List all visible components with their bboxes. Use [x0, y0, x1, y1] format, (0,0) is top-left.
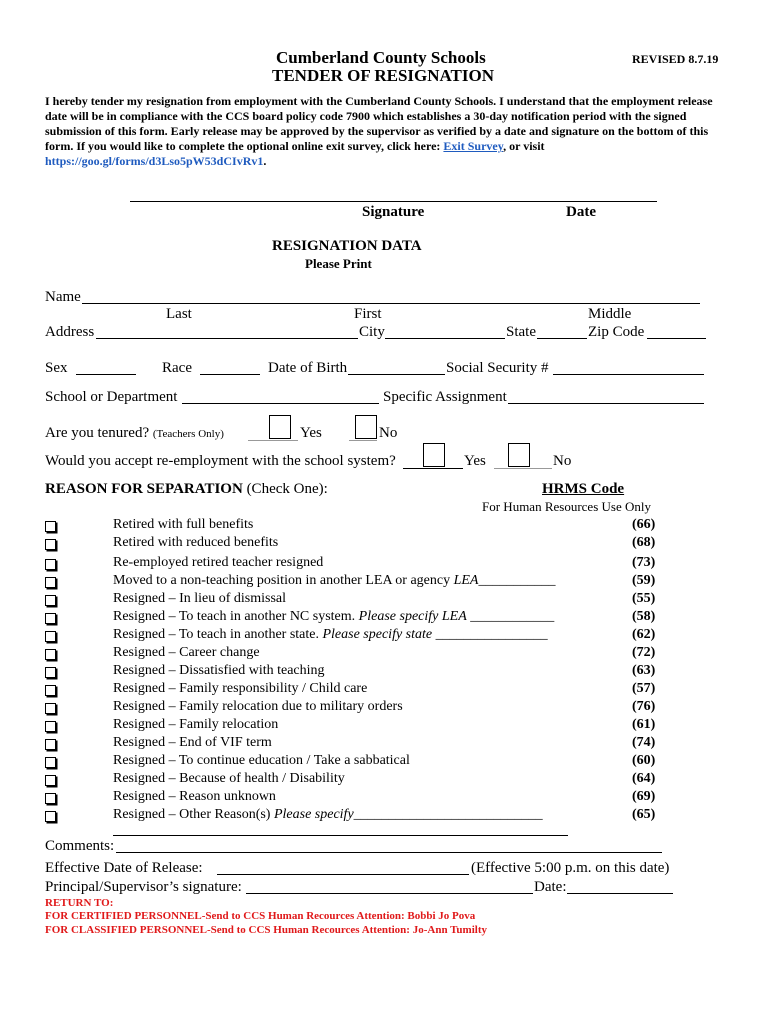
reemploy-question: Would you accept re-employment with the school system? [45, 453, 396, 469]
please-print: Please Print [305, 256, 372, 271]
reason-label: Resigned – Family relocation due to military orders [113, 699, 403, 714]
intro-paragraph: I hereby tender my resignation from employment with the Cumberland County Schools. I understand that the employment release date will be in compliance with the CCS board policy code 7900 which establishes a 30-day notification period with the signed submission of this form. Early release may be approved by the supervisor as verified by a date and signature on the bottom of this form. If you would like to complete the optional online exit survey, click here: Exit Survey, or visit https://goo.gl/forms/d3Lso5pW53dCIvRv1. [45, 94, 713, 168]
signature-date-label: Date [566, 204, 596, 220]
hrms-code: (65) [632, 807, 656, 822]
effective-date-field[interactable] [217, 874, 469, 875]
reason-checkbox[interactable] [45, 631, 56, 642]
tenured-question: Are you tenured? (Teachers Only) [45, 425, 224, 441]
reason-label: Resigned – Family responsibility / Child care [113, 681, 368, 696]
reason-label: Resigned – To teach in another state. Please specify state ________________ [113, 627, 548, 642]
exit-survey-link[interactable]: Exit Survey [443, 139, 504, 153]
city-label: City [359, 324, 385, 340]
address-field[interactable] [96, 338, 358, 339]
hrms-code: (74) [632, 735, 656, 750]
school-label: School or Department [45, 389, 178, 405]
name-label: Name [45, 289, 81, 305]
comments-label: Comments: [45, 838, 115, 854]
city-field[interactable] [385, 338, 505, 339]
reason-label: Resigned – In lieu of dismissal [113, 591, 287, 606]
hrms-code: (69) [632, 789, 656, 804]
tenured-no-line [349, 440, 377, 441]
hrms-code: (62) [632, 627, 656, 642]
reason-label: Resigned – To continue education / Take a sabbatical [113, 753, 410, 768]
return-to-label: RETURN TO: [45, 897, 114, 909]
reason-checkbox[interactable] [45, 793, 56, 804]
return-classified: FOR CLASSIFIED PERSONNEL-Send to CCS Human Recources Attention: Jo-Ann Tumilty [45, 924, 487, 936]
ssn-field[interactable] [553, 374, 704, 375]
signature-line[interactable] [130, 201, 657, 202]
hrms-code: (59) [632, 573, 656, 588]
tenured-no-checkbox[interactable] [355, 415, 377, 439]
reemploy-yes-checkbox[interactable] [423, 443, 445, 467]
reemploy-yes-label: Yes [464, 453, 486, 469]
effective-date-label: Effective Date of Release: [45, 860, 203, 876]
tenured-yes-label: Yes [300, 425, 322, 441]
reason-checkbox[interactable] [45, 649, 56, 660]
reason-checkbox[interactable] [45, 521, 56, 532]
name-field[interactable] [82, 303, 700, 304]
address-label: Address [45, 324, 95, 340]
hrms-code: (63) [632, 663, 656, 678]
reemploy-no-label: No [553, 453, 572, 469]
other-reason-line-2[interactable] [113, 835, 568, 836]
tenured-yes-checkbox[interactable] [269, 415, 291, 439]
middle-label: Middle [588, 306, 632, 322]
dob-label: Date of Birth [268, 360, 348, 376]
reason-checkbox[interactable] [45, 811, 56, 822]
tenured-yes-line [248, 440, 298, 441]
reason-label: Resigned – To teach in another NC system. Please specify LEA ____________ [113, 609, 555, 624]
hrms-code: (55) [632, 591, 656, 606]
hrms-note: For Human Resources Use Only [482, 499, 651, 514]
hrms-code: (76) [632, 699, 656, 714]
hrms-code: (60) [632, 753, 656, 768]
reason-label: Resigned – Reason unknown [113, 789, 276, 804]
signature-label: Signature [362, 204, 425, 220]
reason-checkbox[interactable] [45, 613, 56, 624]
reason-label: Moved to a non-teaching position in another LEA or agency LEA___________ [113, 573, 556, 588]
effective-date-note: (Effective 5:00 p.m. on this date) [471, 860, 670, 876]
sex-field[interactable] [76, 374, 136, 375]
reason-checkbox[interactable] [45, 667, 56, 678]
reason-checkbox[interactable] [45, 775, 56, 786]
hrms-code: (72) [632, 645, 656, 660]
reason-checkbox[interactable] [45, 559, 56, 570]
hrms-code: (73) [632, 555, 656, 570]
race-label: Race [162, 360, 192, 376]
dob-field[interactable] [348, 374, 445, 375]
state-field[interactable] [537, 338, 587, 339]
hrms-code: (64) [632, 771, 656, 786]
reason-checkbox[interactable] [45, 757, 56, 768]
reason-checkbox[interactable] [45, 577, 56, 588]
reason-checkbox[interactable] [45, 595, 56, 606]
hrms-code: (61) [632, 717, 656, 732]
reemploy-no-checkbox[interactable] [508, 443, 530, 467]
reason-checkbox[interactable] [45, 703, 56, 714]
zip-label: Zip Code [588, 324, 645, 340]
reason-label: Resigned – Other Reason(s) Please specify___________________________ [113, 807, 543, 822]
hrms-code: (66) [632, 517, 656, 532]
hrms-code: (57) [632, 681, 656, 696]
last-label: Last [166, 306, 192, 322]
assignment-field[interactable] [508, 403, 704, 404]
reason-label: Resigned – Career change [113, 645, 260, 660]
principal-date-label: Date: [534, 879, 567, 895]
hrms-code: (68) [632, 535, 656, 550]
ssn-label: Social Security # [446, 360, 549, 376]
revised-date: REVISED 8.7.19 [632, 52, 719, 66]
principal-signature-label: Principal/Supervisor’s signature: [45, 879, 242, 895]
return-certified: FOR CERTIFIED PERSONNEL-Send to CCS Human Recources Attention: Bobbi Jo Pova [45, 910, 476, 922]
org-name: Cumberland County Schools [276, 48, 486, 67]
reason-checkbox[interactable] [45, 721, 56, 732]
survey-url[interactable]: https://goo.gl/forms/d3Lso5pW53dCIvRv1 [45, 154, 264, 168]
sex-label: Sex [45, 360, 68, 376]
race-field[interactable] [200, 374, 260, 375]
principal-date-field[interactable] [567, 893, 673, 894]
first-label: First [354, 306, 382, 322]
reason-label: Resigned – End of VIF term [113, 735, 272, 750]
reason-checkbox[interactable] [45, 739, 56, 750]
tenured-no-label: No [379, 425, 398, 441]
reason-label: Resigned – Dissatisfied with teaching [113, 663, 325, 678]
resignation-data-heading: RESIGNATION DATA [272, 238, 422, 254]
reason-label: Re-employed retired teacher resigned [113, 555, 324, 570]
hrms-code-heading: HRMS Code [542, 481, 625, 497]
reemploy-yes-line [403, 468, 463, 469]
comments-field[interactable] [116, 852, 662, 853]
zip-field[interactable] [647, 338, 706, 339]
reemploy-no-line [494, 468, 552, 469]
reason-label: Retired with full benefits [113, 517, 254, 532]
reason-label: Retired with reduced benefits [113, 535, 279, 550]
reason-label: Resigned – Family relocation [113, 717, 279, 732]
hrms-code: (58) [632, 609, 656, 624]
form-title: TENDER OF RESIGNATION [272, 66, 494, 85]
separation-heading: REASON FOR SEPARATION (Check One): [45, 481, 328, 497]
reason-label: Resigned – Because of health / Disability [113, 771, 345, 786]
state-label: State [506, 324, 536, 340]
reason-checkbox[interactable] [45, 539, 56, 550]
reason-checkbox[interactable] [45, 685, 56, 696]
assignment-label: Specific Assignment [383, 389, 507, 405]
principal-signature-field[interactable] [246, 893, 533, 894]
school-field[interactable] [182, 403, 379, 404]
